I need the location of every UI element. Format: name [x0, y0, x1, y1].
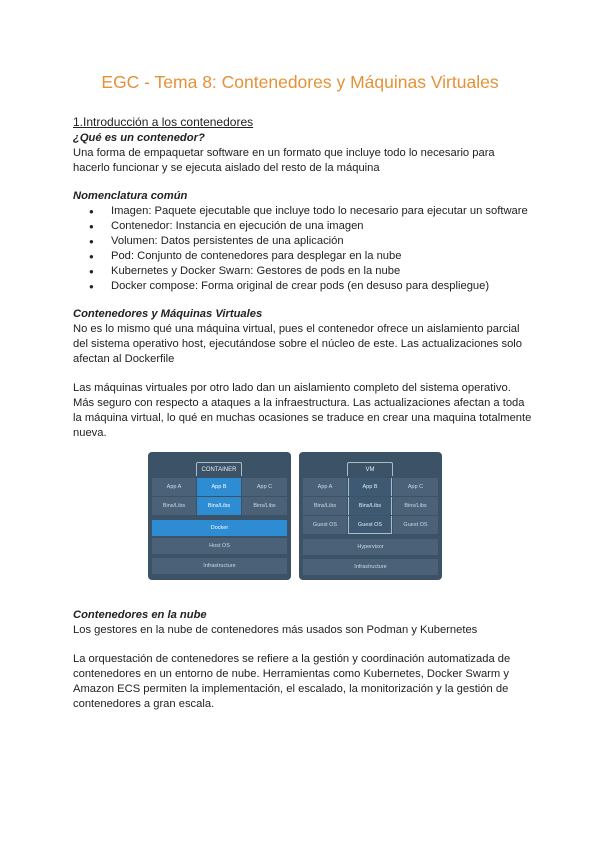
- paragraph-line: del sistema operativo host, ejecutándose sobre el núcleo de este. Las actualizaciones solo: [73, 338, 523, 350]
- paragraph-line: Los gestores en la nube de contenedores más usados son Podman y Kubernetes: [73, 624, 478, 636]
- paragraph-line: afectan al Dockerfile: [73, 353, 175, 365]
- paragraph-line: nueva.: [73, 427, 107, 439]
- libs-cell: Bins/Libs: [348, 497, 392, 515]
- list-item: ● Pod: Conjunto de contenedores para desplegar en la nube: [73, 249, 543, 264]
- paragraph-line: Las máquinas virtuales por otro lado dan un aislamiento completo del sistema operativo.: [73, 382, 511, 394]
- app-cell: App A: [152, 478, 196, 496]
- libs-cell: Bins/Libs: [152, 497, 196, 515]
- guest-os-cell: Guest OS: [393, 516, 438, 534]
- infrastructure-layer: Infrastructure: [303, 559, 438, 575]
- list-item: ● Contenedor: Instancia en ejecución de una imagen: [73, 219, 543, 234]
- paragraph-line: Amazon ECS permiten la implementación, el escalado, la monitorización y la gestión de: [73, 683, 509, 695]
- containers-vs-vms-diagram: [148, 452, 444, 580]
- libs-cell: Bins/Libs: [242, 497, 287, 515]
- app-cell: App B: [197, 478, 241, 496]
- paragraph-line: la máquina virtual, lo qué en muchas ocasiones se traduce en crear una maquina totalmente: [73, 412, 532, 424]
- vm-stack-panel: [299, 452, 442, 580]
- host-os-layer: Host OS: [152, 538, 287, 554]
- list-item: ● Docker compose: Forma original de crear pods (en desuso para despliegue): [73, 279, 543, 294]
- paragraph-line: Más seguro con respecto a ataques a la infraestructura. Las actualizaciones afectan a toda: [73, 397, 525, 409]
- subheading-cloud: Contenedores en la nube: [73, 609, 207, 621]
- section-heading-intro: 1.Introducción a los contenedores: [73, 115, 254, 129]
- guest-os-cell: Guest OS: [303, 516, 347, 534]
- paragraph-line: hacerlo funcionar y se ejecuta aislado del resto de la máquina: [73, 162, 380, 174]
- container-label: CONTAINER: [196, 462, 242, 476]
- list-item: ● Kubernetes y Docker Swarn: Gestores de pods en la nube: [73, 264, 543, 279]
- paragraph-line: La orquestación de contenedores se refiere a la gestión y coordinación automatizada de: [73, 653, 511, 665]
- subheading-nomenclature: Nomenclatura común: [73, 190, 188, 202]
- libs-cell: Bins/Libs: [393, 497, 438, 515]
- guest-os-cell: Guest OS: [348, 516, 392, 534]
- app-cell: App A: [303, 478, 347, 496]
- list-item: ● Imagen: Paquete ejecutable que incluye todo lo necesario para ejecutar un software: [73, 204, 543, 219]
- list-item: ● Volumen: Datos persistentes de una aplicación: [73, 234, 543, 249]
- page-title: EGC - Tema 8: Contenedores y Máquinas Virtuales: [101, 72, 499, 92]
- docker-layer: Docker: [152, 520, 287, 536]
- container-stack-panel: [148, 452, 291, 580]
- libs-cell: Bins/Libs: [197, 497, 241, 515]
- paragraph-line: Una forma de empaquetar software en un formato que incluye todo lo necesario para: [73, 147, 495, 159]
- app-cell: App C: [393, 478, 438, 496]
- paragraph-line: contenedores a gran escala.: [73, 698, 215, 710]
- libs-cell: Bins/Libs: [303, 497, 347, 515]
- nomenclature-list: [73, 204, 543, 294]
- paragraph-line: contenedores en un entorno de nube. Herramientas como Kubernetes, Docker Swarm y: [73, 668, 509, 680]
- paragraph-line: No es lo mismo qué una máquina virtual, pues el contenedor ofrece un aislamiento parcial: [73, 323, 520, 335]
- app-cell: App B: [348, 478, 392, 496]
- vm-label: VM: [347, 462, 393, 476]
- subheading-containers-vms: Contenedores y Máquinas Virtuales: [73, 308, 263, 320]
- infrastructure-layer: Infrastructure: [152, 558, 287, 574]
- hypervisor-layer: Hypervisor: [303, 539, 438, 555]
- subheading-what-is-container: ¿Qué es un contenedor?: [73, 132, 205, 144]
- app-cell: App C: [242, 478, 287, 496]
